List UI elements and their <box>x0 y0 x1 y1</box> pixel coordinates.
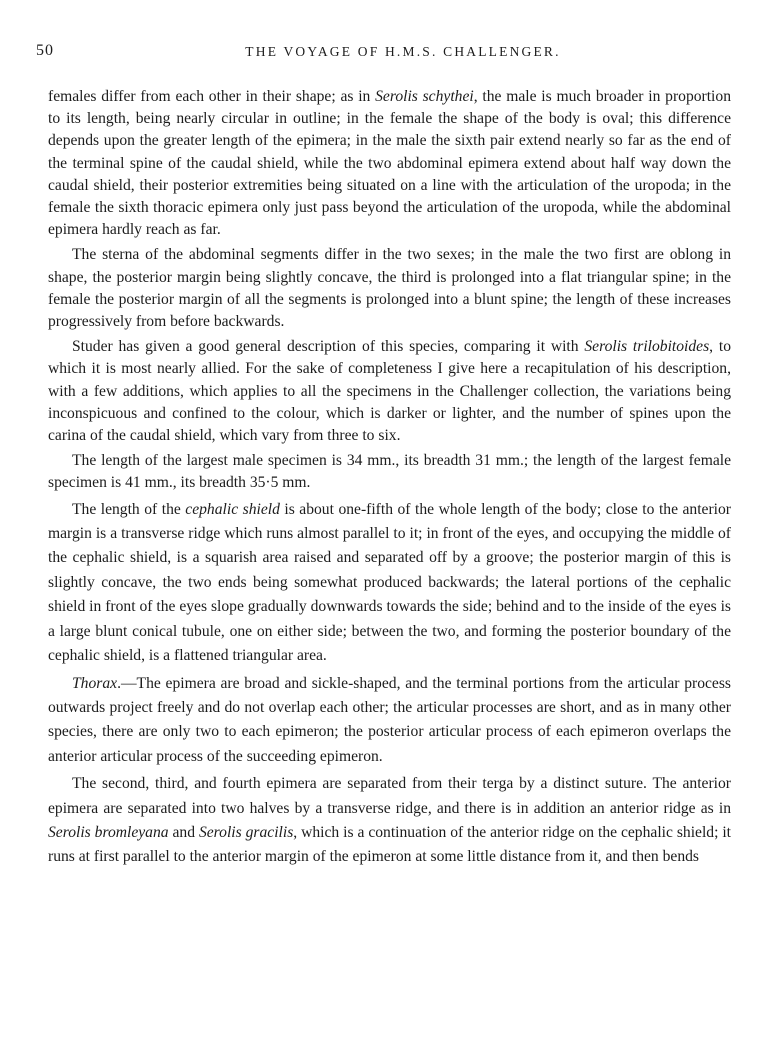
section-heading: Thorax <box>72 674 118 692</box>
text-run: and <box>168 823 199 841</box>
paragraph <box>48 498 731 669</box>
species-name: Serolis schythei <box>375 88 474 105</box>
body-text <box>48 86 731 873</box>
text-run: , the male is much broader in proportion to its length, being nearly circular in outline; in the female the shape of the body is oval; this difference depends upon the greater length of the epimera; in the male the sixth pair extend nearly so far as the end of the terminal spine of the caudal shield, while the two abdominal epimera extend about half way down the caudal shield, their posterior extremities being situated on a line with the articulation of the uropoda; in the female the sixth thoracic epimera only just pass beyond the articulation of the uropoda, while the abdominal epimera hardly reach as far. <box>48 88 731 239</box>
species-name: Serolis gracilis <box>198 823 294 841</box>
paragraph <box>48 772 731 870</box>
page-number: 50 <box>36 42 54 59</box>
text-run: The length of the <box>72 500 186 518</box>
species-name: Serolis trilobitoides <box>584 338 710 356</box>
text-run: Studer has given a good general description of this species, comparing it with <box>72 338 585 356</box>
text-run: is about one-fifth of the whole length of the body; close to the anterior margin is a transverse ridge which runs almost parallel to it; in front of the eyes, and occupying the middle of the cephalic shield, is a squarish area raised and separated off by a groove; the posterior margin of this is slightly concave, the two ends being somewhat produced backwards; the lateral portions of the cephalic shield in front of the eyes slope gradually downwards towards the side; behind and to the inside of the eyes is a large blunt conical tubule, one on either side; between the two, and forming the posterior boundary of the cephalic shield, is a flattened triangular area. <box>48 500 731 665</box>
text-run: females differ from each other in their shape; as in <box>48 88 376 105</box>
text-run: The sterna of the abdominal segments differ in the two sexes; in the male the two first are oblong in shape, the posterior margin being slightly concave, the third is prolonged into a flat triangular spine; in the female the posterior margin of all the segments is prolonged into a blunt spine; the length of these increases progressively from before backwards. <box>48 246 731 331</box>
text-run: .—The epimera are broad and sickle-shaped, and the terminal portions from the articular process outwards project freely and do not overlap each other; the articular processes are short, and as in many other species, there are only two to each epimeron; the posterior articular process of each epimeron overlaps the anterior articular process of the succeeding epimeron. <box>48 674 731 765</box>
text-run: The length of the largest male specimen is 34 mm., its breadth 31 mm.; the length of the largest female specimen is 41 mm., its breadth 35·5 mm. <box>48 452 731 492</box>
paragraph <box>48 86 731 241</box>
species-name: Serolis bromleyana <box>48 823 169 841</box>
paragraph <box>48 672 731 770</box>
text-run: , to which it is most nearly allied. For the sake of completeness I give here a recapitulation of his description, with a few additions, which applies to all the specimens in the Challenger collection, the variations being inconspicuous and confined to the colour, which is darker or lighter, and the number of spines upon the carina of the caudal shield, which vary from three to six. <box>48 338 731 445</box>
paragraph <box>48 450 731 494</box>
paragraph <box>48 244 731 333</box>
paragraph <box>48 336 731 447</box>
running-title: THE VOYAGE OF H.M.S. CHALLENGER. <box>245 44 561 59</box>
text-run: , which is a continuation of the anterior ridge on the cephalic shield; it runs at first parallel to the anterior margin of the epimeron at some little distance from it, and then bends <box>48 823 732 866</box>
text-run: The second, third, and fourth epimera are separated from their terga by a distinct suture. The anterior epimera are separated into two halves by a transverse ridge, and there is in addition an anterior ridge as in <box>48 775 731 817</box>
section-term: cephalic shield <box>185 500 280 518</box>
